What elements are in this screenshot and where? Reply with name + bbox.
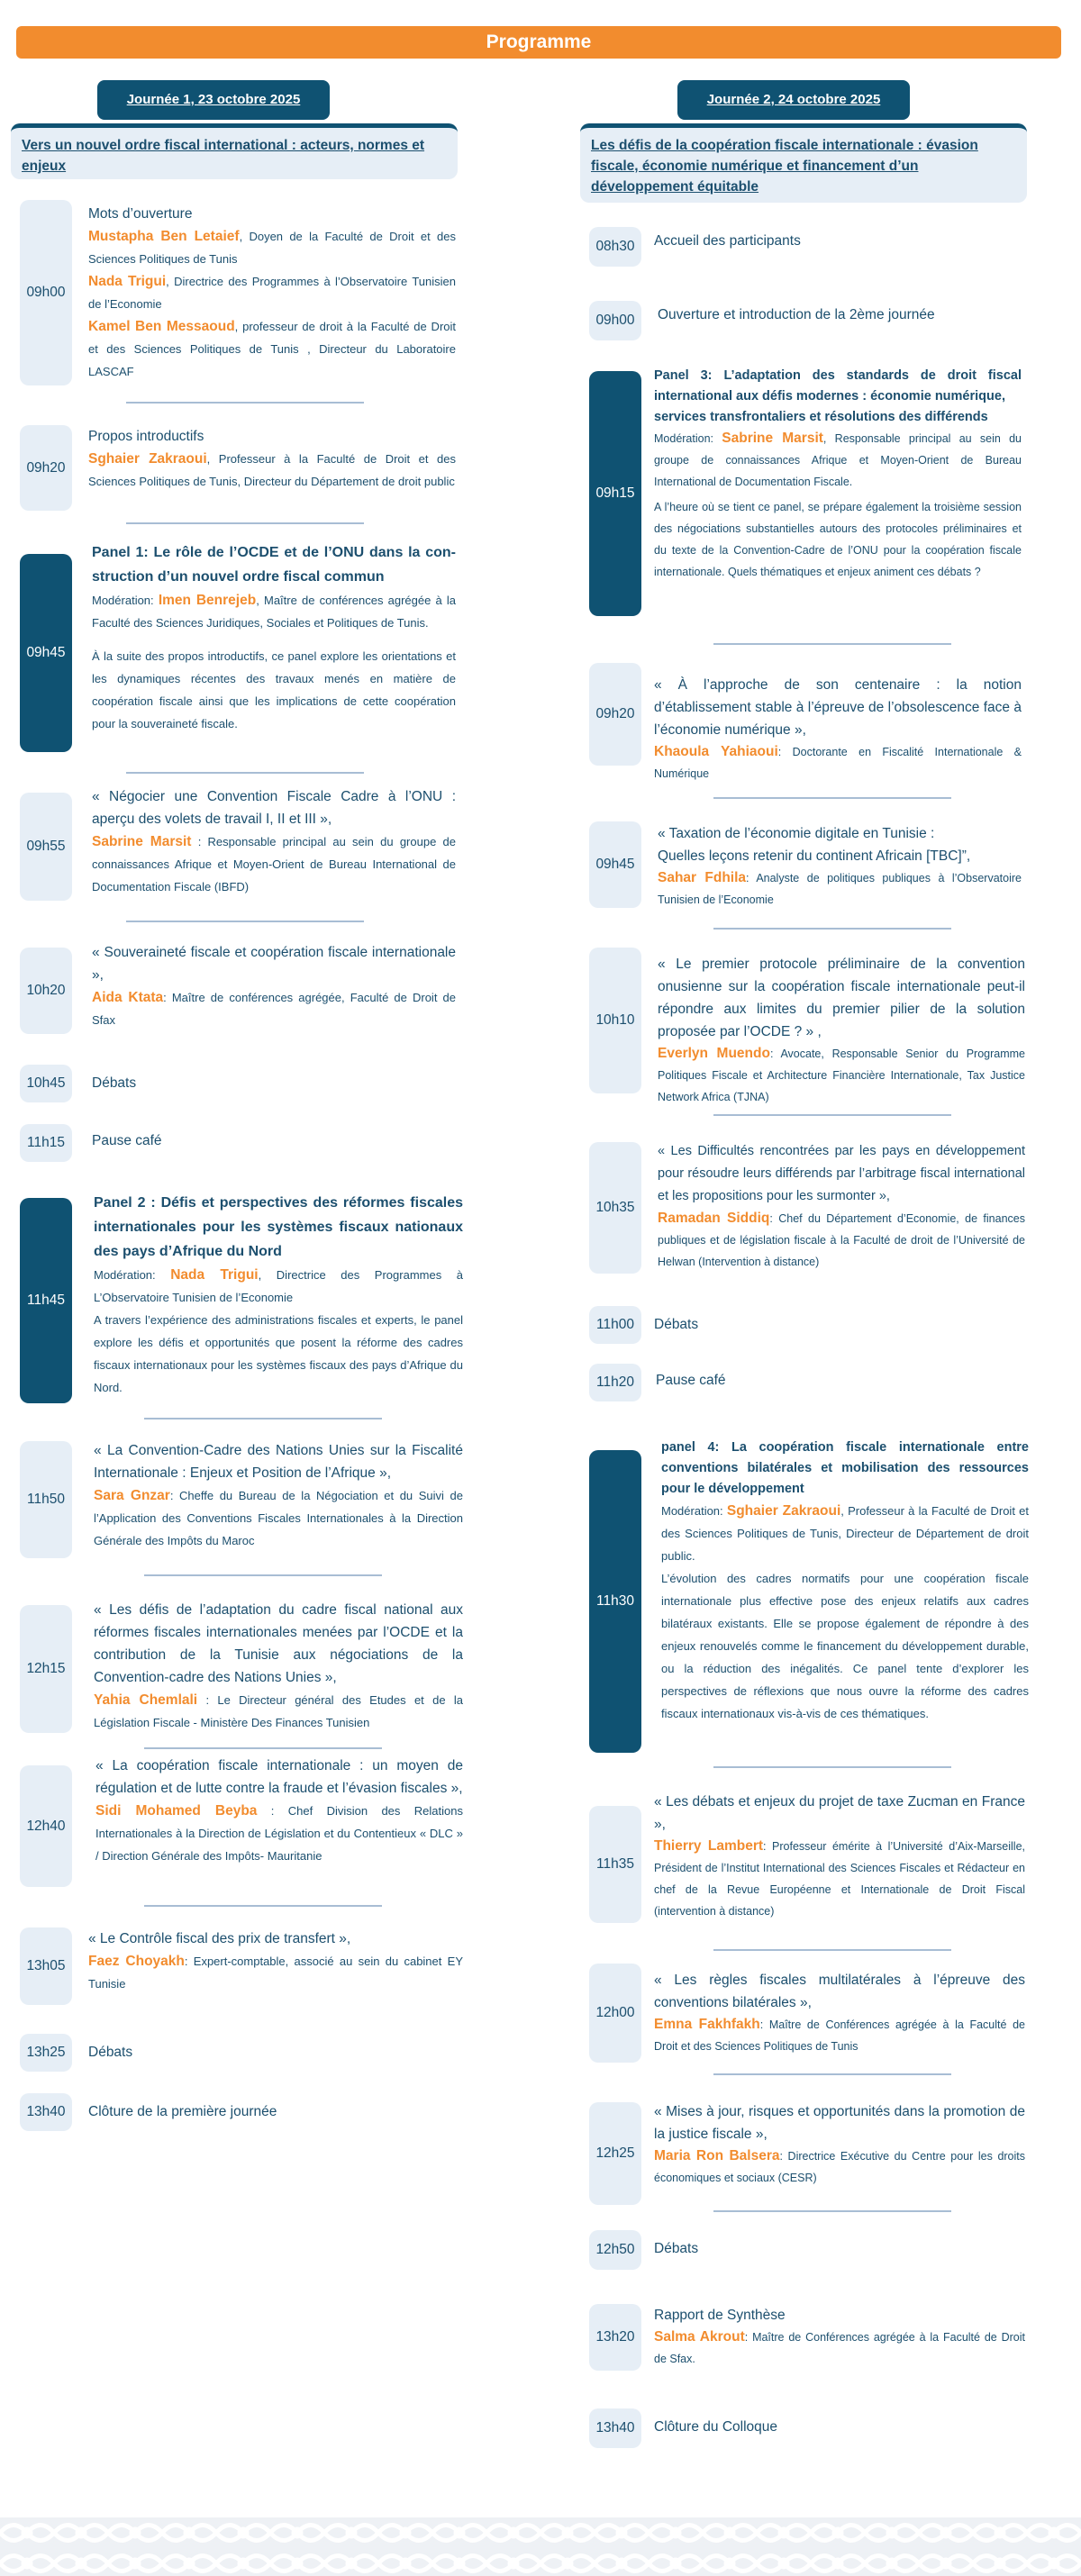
time-slot: 10h20 bbox=[20, 948, 72, 1034]
session-text: panel 4: La coopération fiscale internationale entre conventions bilatérales et mobilisation des ressources pour le développement Modération: Sghaier Zakraoui, Professeur à la Faculté de Droit et des Sciences Politiques de Tunis, Directeur de Département de droit public. L’évolution des cadres normatifs pour une coopération fiscale internationale plus effective pose des enjeux relatifs aux cadres bilatéraux existants. Elle se propose également de répondre à des enjeux renouvelés comme le financement du développement durable, ou la réduction des inégalités. Ce panel tente d’explorer les perspectives de réflexions que nous ouvre la réforme des cadres fiscaux internationaux vis-à-vis de ces thématiques. bbox=[661, 1440, 1029, 1720]
session-text: Débats bbox=[92, 1075, 137, 1091]
separator bbox=[126, 522, 364, 524]
time-slot: 09h20 bbox=[20, 425, 72, 511]
time-slot: 10h45 bbox=[20, 1065, 72, 1102]
pattern-icon bbox=[0, 2517, 1081, 2576]
session-text: Débats bbox=[654, 2241, 699, 2256]
time-slot: 09h20 bbox=[589, 663, 641, 766]
time-slot: 13h05 bbox=[20, 1927, 72, 2005]
time-slot: 11h45 bbox=[20, 1198, 72, 1403]
time-slot: 13h40 bbox=[589, 2408, 641, 2448]
decorative-pattern-footer bbox=[0, 2517, 1081, 2576]
time-slot: 11h35 bbox=[589, 1806, 641, 1923]
separator bbox=[144, 1574, 382, 1576]
session-text: Pause café bbox=[92, 1133, 162, 1148]
separator bbox=[713, 1766, 951, 1768]
separator bbox=[144, 1418, 382, 1420]
separator bbox=[713, 928, 951, 930]
session-text: Mots d’ouverture Mustapha Ben Letaief, Doyen de la Faculté de Droit et des Sciences Politiques de Tunis Nada Trigui, Directrice des Programmes à l’Observatoire Tunisien de l’Economie Kamel Ben Messaoud, professeur de droit à la Faculté de Droit et des Sciences Politiques de Tunis , Directeur du Laboratoire LASCAF bbox=[88, 206, 457, 378]
time-slot: 09h45 bbox=[589, 821, 641, 908]
time-slot: 13h25 bbox=[20, 2034, 72, 2072]
day2-title: Les défis de la coopération fiscale internationale : évasion fiscale, économie numérique et financement d’un développement équitable bbox=[580, 123, 1027, 203]
session-text: « Souveraineté fiscale et coopération fiscale internationale », Aida Ktata: Maître de conférences agrégée, Faculté de Droit de Sfax bbox=[92, 945, 456, 1027]
separator bbox=[713, 2073, 951, 2075]
session-text: « La Convention-Cadre des Nations Unies sur la Fiscalité Internationale : Enjeux et Position de l’Afrique », Sara Gnzar: Cheffe du Bureau de la Négociation et du Suivi de l’Application des Conventions Fiscales Internationales à la Direction Générale des Impôts du Maroc bbox=[94, 1443, 463, 1547]
separator bbox=[126, 402, 364, 404]
day2-label: Journée 2, 24 octobre 2025 bbox=[677, 80, 910, 120]
time-slot: 10h35 bbox=[589, 1142, 641, 1274]
session-text: « Les Difficultés rencontrées par les pays en développement pour résoudre leurs différends par l’arbitrage fiscal international et les propositions pour les surmonter », Ramadan Siddiq: Chef du Département d’Economie, de finances publiques et de législation fiscale à la Faculté de droit de l’Université de Helwan (Intervention à distance) bbox=[658, 1144, 1025, 1268]
session-text: Rapport de Synthèse Salma Akrout: Maître de Conférences agrégée à la Faculté de Droit de Sfax. bbox=[654, 2308, 1025, 2365]
separator bbox=[713, 797, 951, 799]
separator bbox=[126, 921, 364, 922]
day1-title: Vers un nouvel ordre fiscal international : acteurs, normes et enjeux bbox=[11, 123, 458, 179]
session-text: « Le premier protocole préliminaire de la convention onusienne sur la coopération fiscale internationale peut-il répondre aux limites du premier pilier de la solution proposée par l’OCDE ? » , Everlyn Muendo: Avocate, Responsable Senior du Programme Politiques Fiscale et Architecture Financière Internationale, Tax Justice Network Africa (TJNA) bbox=[658, 957, 1025, 1103]
time-slot: 11h30 bbox=[589, 1450, 641, 1753]
time-slot: 13h40 bbox=[20, 2093, 72, 2131]
separator bbox=[713, 643, 951, 645]
time-slot: 12h25 bbox=[589, 2102, 641, 2205]
session-text: Clôture du Colloque bbox=[654, 2419, 778, 2435]
time-slot: 11h20 bbox=[589, 1364, 641, 1401]
time-slot: 13h20 bbox=[589, 2304, 641, 2371]
session-text: Panel 2 : Défis et perspectives des réformes fiscales internationales pour les systèmes fiscaux nationaux des pays d’Afrique du Nord Modération: Nada Trigui, Directrice des Programmes à L’Observatoire Tunisien de l’Economie A travers l’expérience des administrations fiscales et experts, le panel explore les défis et opportunités que posent la réforme des cadres fiscaux internationaux pour les systèmes fiscaux des pays d’Afrique du Nord. bbox=[94, 1195, 464, 1394]
session-text: « À l’approche de son centenaire : la notion d’établissement stable à l’épreuve de l’obsolescence face à l’économie numérique », Khaoula Yahiaoui: Doctorante en Fiscalité Internationale & Numérique bbox=[654, 677, 1022, 780]
session-text: « Le Contrôle fiscal des prix de transfert », Faez Choyakh: Expert-comptable, associé au sein du cabinet EY Tunisie bbox=[88, 1931, 463, 1991]
session-text: Propos introductifs Sghaier Zakraoui, Professeur à la Faculté de Droit et des Sciences Politiques de Tunis, Directeur du Département de droit public bbox=[88, 429, 456, 488]
session-text: « Négocier une Convention Fiscale Cadre à l’ONU : aperçu des volets de travail I, II et III », Sabrine Marsit : Responsable principal au sein du groupe de connaissances Afrique et Moyen-Orient de Bureau International de Documentation Fiscale (IBFD) bbox=[92, 789, 457, 893]
session-text: Accueil des participants bbox=[654, 233, 801, 249]
separator bbox=[144, 1747, 382, 1749]
time-slot: 09h45 bbox=[20, 554, 72, 752]
session-text: « La coopération fiscale internationale : un moyen de régulation et de lutte contre la fraude et l’évasion fiscales », Sidi Mohamed Beyba : Chef Division des Relations Internationales à la Direction de Législation et du Contentieux « DLC » / Direction Générale des Impôts- Mauritanie bbox=[95, 1758, 463, 1863]
session-text: Pause café bbox=[656, 1373, 726, 1388]
session-text: Panel 3: L’adaptation des standards de droit fiscal international aux défis modernes : économie numérique, services transfrontaliers et résolutions des différends Modération: Sabrine Marsit, Responsable principal au sein du groupe de connaissances Afrique et Moyen-Orient de Bureau International de Documentation Fiscale. A l’heure où se tient ce panel, se prépare également la troisième session des négociations substantielles autours des protocoles préliminaires et du texte de la Convention-Cadre de l’ONU pour la coopération fiscale internationale. Quels thématiques et enjeux animent ces débats ? bbox=[654, 368, 1022, 578]
session-text: « Les défis de l’adaptation du cadre fiscal national aux réformes fiscales internationales menées par l’OCDE et la contribution de la Tunisie aux négociations de la Convention-cadre des Nations Unies », Yahia Chemlali : Le Directeur général des Etudes et de la Législation Fiscale - Ministère Des Finances Tunisien bbox=[94, 1602, 463, 1729]
session-text: « Taxation de l’économie digitale en Tunisie : Quelles leçons retenir du continent Africain [TBC]”, Sahar Fdhila: Analyste de politiques publiques à l’Observatoire Tunisien de l’Economie bbox=[658, 826, 1022, 906]
time-slot: 12h40 bbox=[20, 1765, 72, 1887]
time-slot: 09h15 bbox=[589, 371, 641, 616]
time-slot: 12h50 bbox=[589, 2230, 641, 2270]
time-slot: 12h15 bbox=[20, 1605, 72, 1733]
time-slot: 09h00 bbox=[20, 200, 72, 385]
time-slot: 11h15 bbox=[20, 1124, 72, 1162]
separator bbox=[713, 1949, 951, 1951]
time-slot: 09h55 bbox=[20, 793, 72, 901]
session-text: « Les règles fiscales multilatérales à l’épreuve des conventions bilatérales », Emna Fakhfakh: Maître de Conférences agrégée à la Faculté de Droit et des Sciences Politiques de Tunis bbox=[654, 1973, 1025, 2053]
session-text: Débats bbox=[88, 2045, 133, 2060]
separator bbox=[713, 1114, 951, 1116]
time-slot: 09h00 bbox=[589, 301, 641, 340]
session-text: « Mises à jour, risques et opportunités dans la promotion de la justice fiscale », Maria Ron Balsera: Directrice Exécutive du Centre pour les droits économiques et sociaux (CESR) bbox=[654, 2104, 1026, 2184]
separator bbox=[126, 772, 364, 774]
session-text: Clôture de la première journée bbox=[88, 2104, 277, 2119]
session-text: « Les débats et enjeux du projet de taxe Zucman en France », Thierry Lambert: Professeur émérite à l’Université d’Aix-Marseille, Président de l’Institut International des Sciences Fiscales et Rédacteur en chef de la Revue Européenne et Internationale de Droit Fiscal (intervention à distance) bbox=[654, 1794, 1025, 1918]
time-slot: 08h30 bbox=[589, 227, 641, 267]
day1-label: Journée 1, 23 octobre 2025 bbox=[97, 80, 330, 120]
time-slot: 10h10 bbox=[589, 948, 641, 1093]
session-text: Panel 1: Le rôle de l’OCDE et de l’ONU dans la con-struction d’un nouvel ordre fiscal commun Modération: Imen Benrejeb, Maître de conférences agrégée à la Faculté des Sciences Juridiques, Sociales et Politiques de Tunis. À la suite des propos introductifs, ce panel explore les orientations et les dynamiques récentes des travaux menés en matière de coopération fiscale ainsi que les implications de cette coopération pour la souveraineté fiscale. bbox=[92, 545, 457, 730]
session-text: Ouverture et introduction de la 2ème journée bbox=[658, 307, 935, 322]
time-slot: 11h50 bbox=[20, 1441, 72, 1558]
time-slot: 12h00 bbox=[589, 1964, 641, 2063]
time-slot: 11h00 bbox=[589, 1306, 641, 1344]
separator bbox=[713, 2210, 951, 2212]
programme-banner: Programme bbox=[16, 26, 1061, 59]
separator bbox=[144, 1905, 382, 1907]
session-text: Débats bbox=[654, 1317, 699, 1332]
